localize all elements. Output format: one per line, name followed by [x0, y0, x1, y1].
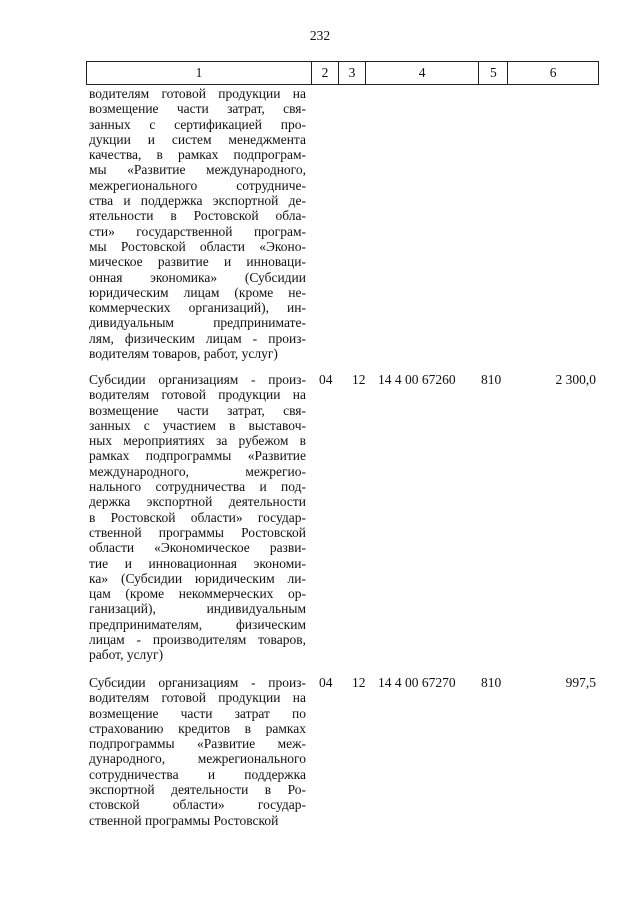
- description-line: Субсидии организациям - произ-: [89, 675, 306, 690]
- description-line: сти» государственной програм-: [89, 223, 306, 239]
- description-line: водителям готовой продукции на: [89, 690, 306, 706]
- description-line: тие и инновационная экономи-: [89, 555, 306, 571]
- description-line: подпрограммы «Развитие меж-: [89, 736, 306, 752]
- description-line: держка экспортной деятельности: [89, 494, 306, 510]
- table-cell-subsection: 12: [352, 675, 366, 690]
- description-line: Субсидии организациям - произ-: [89, 372, 306, 387]
- description-line: ятельности в Ростовской обла-: [89, 208, 306, 224]
- description-line: мы «Развитие международного,: [89, 162, 306, 178]
- description-line: мическое развитие и инноваци-: [89, 254, 306, 270]
- description-line: международного, межрегио-: [89, 463, 306, 479]
- description-line: дивидуальным предпринимате-: [89, 315, 306, 331]
- description-line: юридическим лицам (кроме не-: [89, 284, 306, 300]
- description-line: дународного, межрегионального: [89, 751, 306, 767]
- header-cell-3: 3: [339, 62, 366, 84]
- table-cell-expense-type: 810: [481, 372, 502, 387]
- description-line: водителям готовой продукции на: [89, 86, 306, 101]
- description-line: онная экономика» (Субсидии: [89, 269, 306, 285]
- description-line: водителям товаров, работ, услуг): [89, 346, 278, 362]
- table-cell-section: 04: [319, 372, 333, 387]
- description-line: нального сотрудничества и под-: [89, 479, 306, 495]
- table-cell-target-code: 14 4 00 67270: [378, 675, 456, 690]
- table-cell-target-code: 14 4 00 67260: [378, 372, 456, 387]
- description-line: возмещение части затрат, свя-: [89, 402, 306, 418]
- description-line: сотрудничества и поддержка: [89, 766, 306, 782]
- description-line: страхованию кредитов в рамках: [89, 720, 306, 736]
- description-line: предпринимателям, физическим: [89, 616, 306, 632]
- description-line: экспортной деятельности в Ро-: [89, 782, 306, 798]
- description-line: ных мероприятиях за рубежом в: [89, 433, 306, 449]
- description-line: лям, физическим лицам - произ-: [89, 330, 306, 346]
- header-cell-6: 6: [549, 65, 557, 80]
- description-line: коммерческих организаций), ин-: [89, 300, 306, 316]
- table-cell-amount: 2 300,0: [555, 372, 596, 387]
- description-line: ганизаций), индивидуальным: [89, 601, 306, 617]
- header-cell-1: 1: [87, 62, 312, 84]
- table-cell-section: 04: [319, 675, 333, 690]
- table-row-description: [89, 86, 306, 361]
- table-cell-subsection: 12: [352, 372, 366, 387]
- description-line: возмещение части затрат по: [89, 705, 306, 721]
- description-line: дукции и систем менеджмента: [89, 131, 306, 147]
- description-line: рамках подпрограммы «Развитие: [89, 448, 306, 464]
- description-line: качества, в рамках подпрограм-: [89, 147, 306, 163]
- description-line: лицам - производителям товаров,: [89, 632, 306, 648]
- page-number: 232: [309, 28, 331, 43]
- description-line: водителям готовой продукции на: [89, 387, 306, 403]
- header-cell-5: 5: [479, 62, 508, 84]
- description-line: занных с участием в выставоч-: [89, 417, 306, 433]
- description-line: цам (кроме некоммерческих ор-: [89, 586, 306, 602]
- header-cell-4: 4: [366, 62, 480, 84]
- header-cell-2: 2: [312, 62, 339, 84]
- description-line: ственной программы Ростовской: [89, 812, 279, 828]
- table-cell-amount: 997,5: [565, 675, 596, 690]
- description-line: межрегионального сотрудниче-: [89, 177, 306, 193]
- table-row-description: [89, 675, 306, 828]
- description-line: занных с сертификацией про-: [89, 116, 306, 132]
- table-row-description: [89, 372, 306, 663]
- table-header-row: [86, 61, 599, 85]
- description-line: стовской области» государ-: [89, 797, 306, 813]
- description-line: области «Экономическое разви-: [89, 540, 306, 556]
- description-line: ка» (Субсидии юридическим ли-: [89, 570, 306, 586]
- description-line: ственной программы Ростовской: [89, 524, 306, 540]
- description-line: мы Ростовской области «Эконо-: [89, 238, 306, 254]
- description-line: возмещение части затрат, свя-: [89, 101, 306, 117]
- description-line: работ, услуг): [89, 647, 164, 663]
- description-line: в Ростовской области» государ-: [89, 509, 306, 525]
- table-cell-expense-type: 810: [481, 675, 502, 690]
- description-line: ства и поддержка экспортной де-: [89, 193, 306, 209]
